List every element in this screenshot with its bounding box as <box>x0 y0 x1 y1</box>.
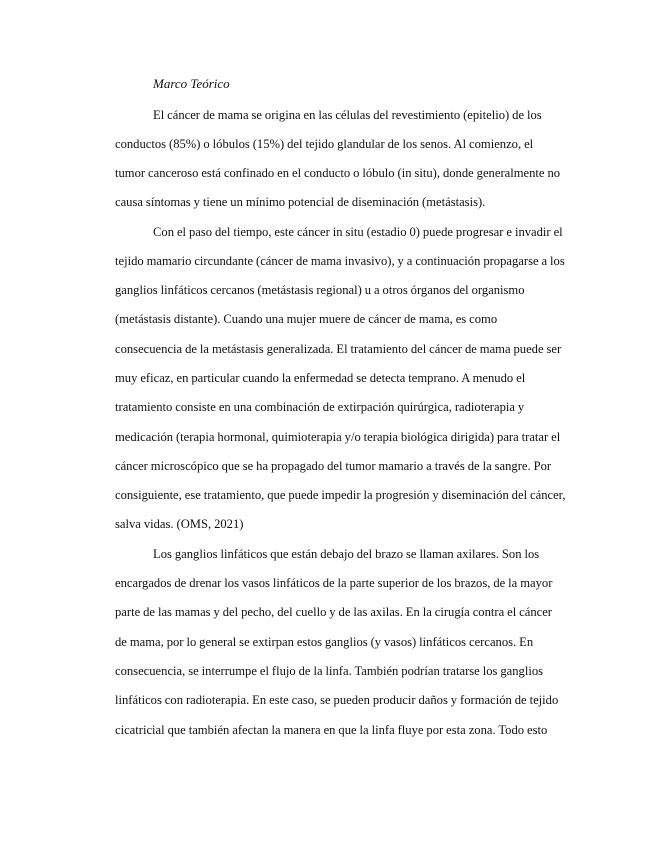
paragraph-2-line-8: medicación (terapia hormonal, quimioterapia y/o terapia biológica dirigida) para tratar el <box>115 430 561 444</box>
paragraph-2-line-4: (metástasis distante). Cuando una mujer muere de cáncer de mama, es como <box>115 312 498 326</box>
paragraph-2-line-5: consecuencia de la metástasis generalizada. El tratamiento del cáncer de mama puede ser <box>115 342 562 356</box>
paragraph-1-line-3: tumor canceroso está confinado en el conducto o lóbulo (in situ), donde generalmente no <box>115 166 561 180</box>
paragraph-3-line-7: cicatricial que también afectan la manera en que la linfa fluye por esta zona. Todo esto <box>115 723 548 737</box>
paragraph-1-line-1: El cáncer de mama se origina en las células del revestimiento (epitelio) de los <box>153 108 542 122</box>
paragraph-2-line-7: tratamiento consiste en una combinación de extirpación quirúrgica, radioterapia y <box>115 400 525 414</box>
section-heading: Marco Teórico <box>153 76 230 91</box>
paragraph-2-line-11: salva vidas. (OMS, 2021) <box>115 517 244 531</box>
paragraph-3-line-2: encargados de drenar los vasos linfáticos de la parte superior de los brazos, de la mayor <box>115 576 553 590</box>
paragraph-1-line-4: causa síntomas y tiene un mínimo potencial de diseminación (metástasis). <box>115 195 486 209</box>
paragraph-3-line-3: parte de las mamas y del pecho, del cuello y de las axilas. En la cirugía contra el cáncer <box>115 605 552 619</box>
paragraph-3-line-6: linfáticos con radioterapia. En este caso, se pueden producir daños y formación de tejido <box>115 693 559 707</box>
paragraph-2-line-2: tejido mamario circundante (cáncer de mama invasivo), y a continuación propagarse a los <box>115 254 565 268</box>
paragraph-2-line-10: consiguiente, ese tratamiento, que puede impedir la progresión y diseminación del cáncer, <box>115 488 566 502</box>
paragraph-2-line-6: muy eficaz, en particular cuando la enfermedad se detecta temprano. A menudo el <box>115 371 526 385</box>
paragraph-1-line-2: conductos (85%) o lóbulos (15%) del tejido glandular de los senos. Al comienzo, el <box>115 137 534 151</box>
paragraph-2-line-9: cáncer microscópico que se ha propagado del tumor mamario a través de la sangre. Por <box>115 459 552 473</box>
paragraph-3-line-1: Los ganglios linfáticos que están debajo del brazo se llaman axilares. Son los <box>153 547 540 561</box>
paragraph-2-line-3: ganglios linfáticos cercanos (metástasis regional) u a otros órganos del organismo <box>115 283 525 297</box>
paragraph-3-line-4: de mama, por lo general se extirpan estos ganglios (y vasos) linfáticos cercanos. En <box>115 635 534 649</box>
paragraph-3-line-5: consecuencia, se interrumpe el flujo de la linfa. También podrían tratarse los ganglios <box>115 664 544 678</box>
paragraph-2-line-1: Con el paso del tiempo, este cáncer in situ (estadio 0) puede progresar e invadir el <box>153 225 563 239</box>
